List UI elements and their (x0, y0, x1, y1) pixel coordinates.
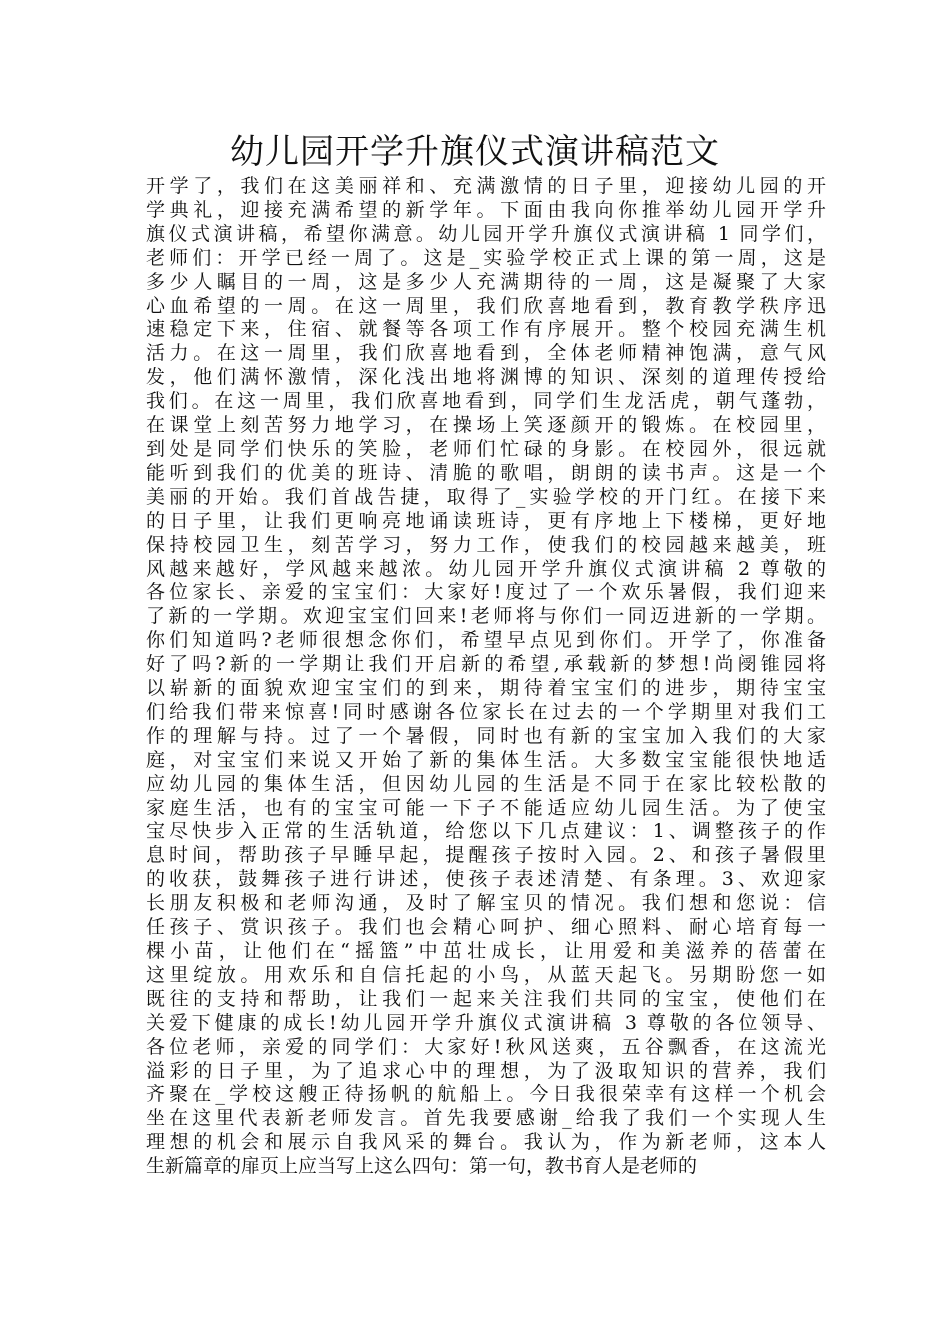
document-body (146, 175, 826, 1179)
body-line: 以崭新的面貌欢迎宝宝们的到来，期待着宝宝们的进步，期待宝宝 (146, 677, 826, 700)
body-line: 溢彩的日子里，为了追求心中的理想，为了汲取知识的营养，我们 (146, 1059, 826, 1082)
body-line: 开学了，我们在这美丽祥和、充满激情的日子里，迎接幼儿园的开 (146, 175, 826, 197)
body-line: 各位家长、亲爱的宝宝们：大家好!度过了一个欢乐暑假，我们迎来 (146, 581, 826, 604)
body-line: 息时间，帮助孩子早睡早起，提醒孩子按时入园。2、和孩子暑假里 (146, 844, 826, 867)
body-line: 旗仪式演讲稿，希望你满意。幼儿园开学升旗仪式演讲稿 1 同学们， (146, 222, 826, 245)
body-line: 速稳定下来，住宿、就餐等各项工作有序展开。整个校园充满生机 (146, 318, 826, 341)
body-line: 保持校园卫生，刻苦学习，努力工作，使我们的校园越来越美，班 (146, 533, 826, 556)
body-line: 心血希望的一周。在这一周里，我们欣喜地看到，教育教学秩序迅 (146, 294, 826, 317)
body-line: 学典礼，迎接充满希望的新学年。下面由我向你推举幼儿园开学升 (146, 198, 826, 221)
body-line: 任孩子、赏识孩子。我们也会精心呵护、细心照料、耐心培育每一 (146, 916, 826, 939)
body-line: 各位老师，亲爱的同学们：大家好!秋风送爽，五谷飘香，在这流光 (146, 1035, 826, 1058)
body-line: 能听到我们的优美的班诗、清脆的歌唱，朗朗的读书声。这是一个 (146, 461, 826, 484)
body-line: 棵小苗，让他们在“摇篮”中茁壮成长，让用爱和美滋养的蓓蕾在 (146, 940, 826, 962)
body-line: 了新的一学期。欢迎宝宝们回来!老师将与你们一同迈进新的一学期。 (146, 605, 826, 628)
body-line: 好了吗?新的一学期让我们开启新的希望,承载新的梦想!尚阌锥园将 (146, 653, 826, 676)
body-line: 家庭生活，也有的宝宝可能一下子不能适应幼儿园生活。为了使宝 (146, 796, 826, 819)
body-line: 风越来越好，学风越来越浓。幼儿园开学升旗仪式演讲稿 2 尊敬的 (146, 557, 826, 580)
body-line: 我们。在这一周里，我们欣喜地看到，同学们生龙活虎，朝气蓬勃， (146, 390, 826, 413)
body-line: 到处是同学们快乐的笑脸，老师们忙碌的身影。在校园外，很远就 (146, 437, 826, 460)
body-line: 发，他们满怀激情，深化浅出地将渊博的知识、深刻的道理传授给 (146, 366, 826, 389)
body-line: 你们知道吗?老师很想念你们，希望早点见到你们。开学了，你准备 (146, 629, 826, 652)
body-line: 宝尽快步入正常的生活轨道，给您以下几点建议：1、调整孩子的作 (146, 820, 826, 843)
body-line: 的收获，鼓舞孩子进行讲述，使孩子表述清楚、有条理。3、欢迎家 (146, 868, 826, 891)
document-title: 幼儿园开学升旗仪式演讲稿范文 (230, 132, 720, 172)
body-line: 的日子里，让我们更响亮地诵读班诗，更有序地上下楼梯，更好地 (146, 509, 826, 532)
body-line: 活力。在这一周里，我们欣喜地看到，全体老师精神饱满，意气风 (146, 342, 826, 365)
body-line: 生新篇章的扉页上应当写上这么四句：第一句，教书育人是老师的 (146, 1155, 698, 1178)
body-line: 在课堂上刻苦努力地学习，在操场上笑逐颜开的锻炼。在校园里， (146, 414, 826, 437)
body-line: 多少人瞩目的一周，这是多少人充满期待的一周，这是凝聚了大家 (146, 270, 826, 293)
body-line: 这里绽放。用欢乐和自信托起的小鸟，从蓝天起飞。另期盼您一如 (146, 963, 826, 986)
body-line: 作的理解与持。过了一个暑假，同时也有新的宝宝加入我们的大家 (146, 724, 826, 747)
body-line: 们给我们带来惊喜!同时感谢各位家长在过去的一个学期里对我们工 (146, 700, 826, 723)
body-line: 坐在这里代表新老师发言。首先我要感谢_给我了我们一个实现人生 (146, 1107, 826, 1130)
body-line: 关爱下健康的成长!幼儿园开学升旗仪式演讲稿 3 尊敬的各位领导、 (146, 1011, 826, 1034)
body-line: 应幼儿园的集体生活，但因幼儿园的生活是不同于在家比较松散的 (146, 772, 826, 795)
body-line: 美丽的开始。我们首战告捷，取得了_实验学校的开门红。在接下来 (146, 485, 826, 508)
body-line: 齐聚在_学校这艘正待扬帆的航船上。今日我很荣幸有这样一个机会 (146, 1083, 826, 1106)
body-line: 长朋友积极和老师沟通，及时了解宝贝的情况。我们想和您说：信 (146, 892, 826, 915)
body-line: 老师们：开学已经一周了。这是_实验学校正式上课的第一周，这是 (146, 246, 826, 269)
body-line: 庭，对宝宝们来说又开始了新的集体生活。大多数宝宝能很快地适 (146, 748, 826, 771)
body-line: 理想的机会和展示自我风采的舞台。我认为，作为新老师，这本人 (146, 1131, 826, 1154)
body-line: 既往的支持和帮助，让我们一起来关注我们共同的宝宝，使他们在 (146, 987, 826, 1010)
